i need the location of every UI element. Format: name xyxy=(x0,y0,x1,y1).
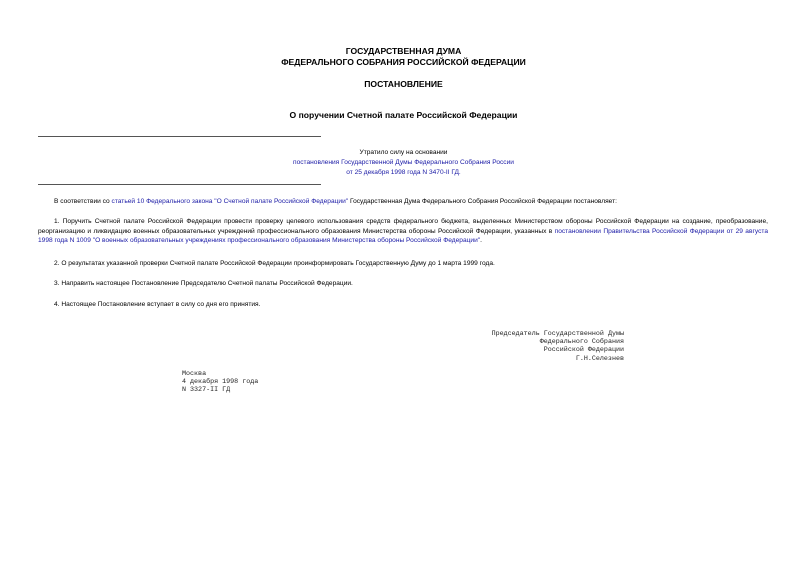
place-city: Москва xyxy=(182,370,207,378)
status-note: Утратило силу на основании xyxy=(359,149,448,156)
paragraph-4: 4. Настоящее Постановление вступает в силу со дня его принятия. xyxy=(54,301,261,308)
government-decree-link[interactable]: постановлении Правительства Российской Федерации от 29 августа 1998 года N 1009 "О военных образовательных учреждениях профессионального образования Министерства обороны Российской Федерации" xyxy=(38,227,769,245)
paragraph-1 xyxy=(38,217,768,246)
federal-law-link[interactable]: статьей 10 Федерального закона "О Счетной палате Российской Федерации" xyxy=(111,198,349,205)
document-type: ПОСТАНОВЛЕНИЕ xyxy=(364,79,443,89)
issuer-line-1: ГОСУДАРСТВЕННАЯ ДУМА xyxy=(345,46,462,56)
paragraph-1-end: . xyxy=(480,237,482,245)
paragraph-3: 3. Направить настоящее Постановление Председателю Счетной палаты Российской Федерации. xyxy=(54,280,353,287)
top-divider xyxy=(38,136,321,137)
preamble-text-start: В соответствии со xyxy=(54,198,112,205)
paragraph-1-text: 1. Поручить Счетной палате Российской Федерации провести проверку целевого использования средств федерального бюджета, выделенных Министерством обороны Российской Федерации на создание, преобразование, реорганизацию и ликвидацию военных образовательных учреждений профессионального образования Министерства обороны Российской Федерации, указанных в xyxy=(38,218,768,235)
signature-line-1: Председатель Государственной Думы xyxy=(491,330,624,338)
signatory-name: Г.Н.Селезнев xyxy=(575,355,624,363)
preamble-paragraph xyxy=(38,197,768,207)
repeal-link-line-1[interactable]: постановления Государственной Думы Федерального Собрания России xyxy=(293,159,514,166)
signature-line-2: Федерального Собрания xyxy=(539,338,624,346)
issuer-line-2: ФЕДЕРАЛЬНОГО СОБРАНИЯ РОССИЙСКОЙ ФЕДЕРАЦИИ xyxy=(281,57,526,67)
paragraph-2: 2. О результатах указанной проверки Счетной палате Российской Федерации проинформировать Государственную Думу до 1 марта 1999 года. xyxy=(54,260,495,267)
repeal-link-line-2[interactable]: от 25 декабря 1998 года N 3470-II ГД. xyxy=(346,169,461,176)
bottom-divider xyxy=(38,184,321,185)
document-number: N 3327-II ГД xyxy=(182,386,231,394)
adoption-date: 4 декабря 1998 года xyxy=(182,378,259,386)
document-title: О поручении Счетной палате Российской Федерации xyxy=(289,110,518,120)
preamble-text-end: Государственная Дума Федерального Собрания Российской Федерации постановляет: xyxy=(348,198,617,205)
signature-line-3: Российской Федерации xyxy=(543,346,624,354)
